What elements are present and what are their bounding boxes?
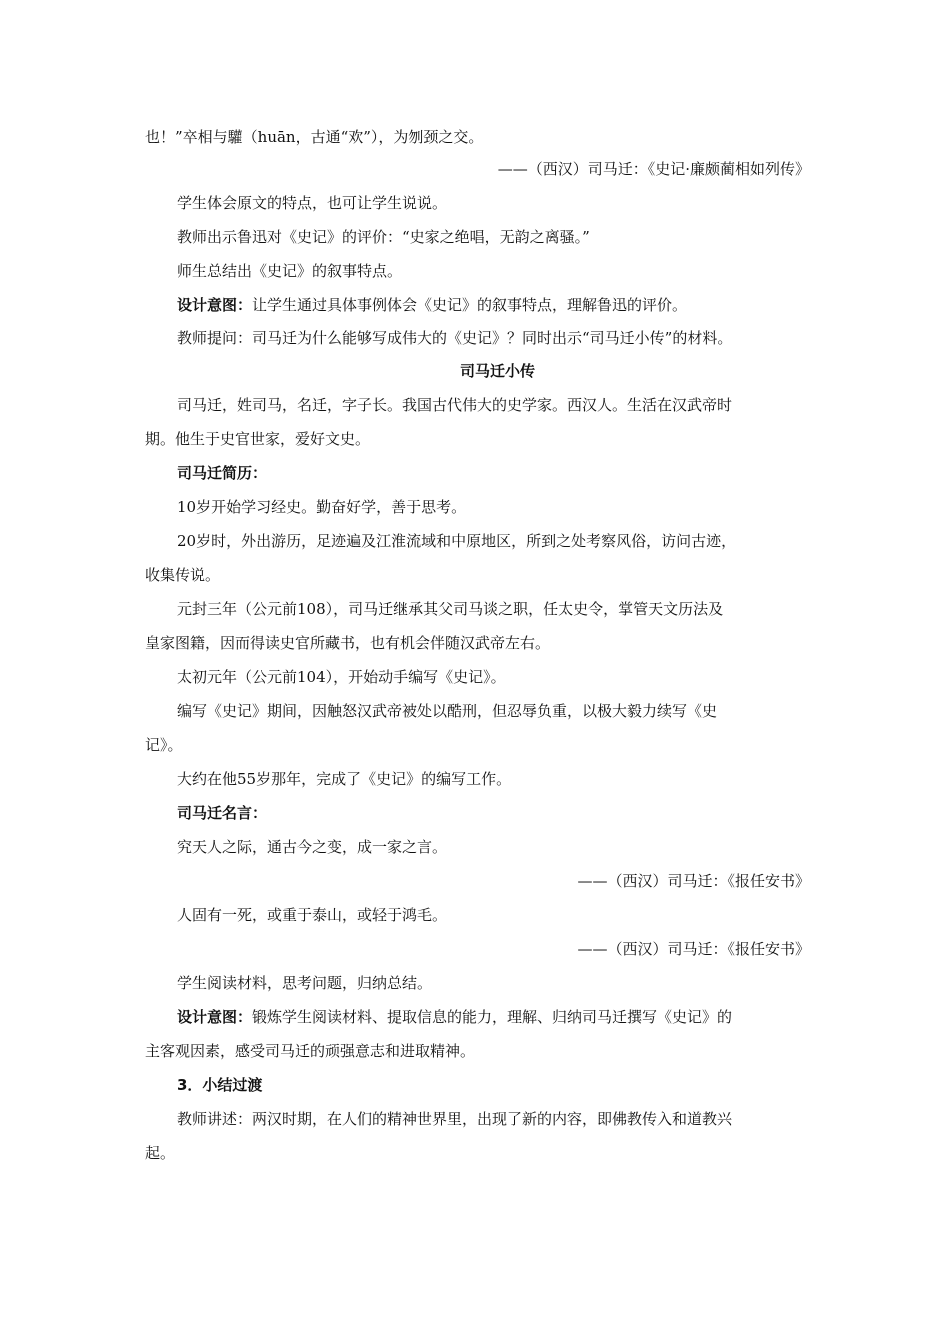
citation: ——（西汉）司马迁：《报任安书》	[577, 872, 810, 890]
quote-line: 人固有一死，或重于泰山，或轻于鸿毛。	[177, 906, 448, 924]
text-line: 主客观因素，感受司马迁的顽强意志和进取精神。	[145, 1042, 476, 1060]
text-line: 太初元年（公元前104），开始动手编写《史记》。	[177, 668, 506, 686]
text-line: 教师讲述：两汉时期，在人们的精神世界里，出现了新的内容，即佛教传入和道教兴	[177, 1110, 733, 1128]
design-intent	[177, 293, 810, 317]
design-intent-text: 锻炼学生阅读材料、提取信息的能力，理解、归纳司马迁撰写《史记》的	[252, 1008, 733, 1026]
section-heading: 司马迁小传	[459, 362, 535, 380]
text-line: 收集传说。	[145, 566, 221, 584]
text-line: 10岁开始学习经史。勤奋好学，善于思考。	[177, 498, 467, 516]
text-line: 学生体会原文的特点，也可让学生说说。	[177, 194, 448, 212]
quote-line: 究天人之际，通古今之变，成一家之言。	[177, 838, 448, 856]
text-line: 师生总结出《史记》的叙事特点。	[177, 262, 403, 280]
text-line: 起。	[145, 1144, 176, 1162]
citation: ——（西汉）司马迁：《报任安书》	[577, 940, 810, 958]
text-line: 元封三年（公元前108），司马迁继承其父司马谈之职，任太史令，掌管天文历法及	[177, 600, 724, 618]
citation: ——（西汉）司马迁：《史记·廉颇蔺相如列传》	[497, 160, 810, 178]
subheading: 司马迁名言：	[177, 804, 268, 822]
design-intent-label: 设计意图：	[177, 1008, 253, 1026]
design-intent	[177, 1005, 810, 1029]
section-heading: 3．小结过渡	[177, 1076, 263, 1094]
text-line: 20岁时，外出游历，足迹遍及江淮流域和中原地区，所到之处考察风俗，访问古迹，	[177, 532, 737, 550]
text-line: 大约在他55岁那年，完成了《史记》的编写工作。	[177, 770, 512, 788]
text-line: 皇家图籍，因而得读史官所藏书，也有机会伴随汉武帝左右。	[145, 634, 551, 652]
text-line: 期。他生于史官世家，爱好文史。	[145, 430, 371, 448]
text-line: 教师提问：司马迁为什么能够写成伟大的《史记》？同时出示“司马迁小传”的材料。	[177, 329, 733, 347]
text-line: 学生阅读材料，思考问题，归纳总结。	[177, 974, 433, 992]
design-intent-label: 设计意图：	[177, 296, 253, 314]
text-line: 编写《史记》期间，因触怒汉武帝被处以酷刑，但忍辱负重，以极大毅力续写《史	[177, 702, 718, 720]
text-line: 司马迁，姓司马，名迁，字子长。我国古代伟大的史学家。西汉人。生活在汉武帝时	[177, 396, 733, 414]
text-line: 也！”卒相与驩（huān，古通“欢”），为刎颈之交。	[145, 128, 484, 146]
design-intent-text: 让学生通过具体事例体会《史记》的叙事特点，理解鲁迅的评价。	[252, 296, 688, 314]
text-line: 记》。	[145, 736, 183, 754]
text-line: 教师出示鲁迅对《史记》的评价：“史家之绝唱，无韵之离骚。”	[177, 228, 590, 246]
subheading: 司马迁简历：	[177, 464, 268, 482]
